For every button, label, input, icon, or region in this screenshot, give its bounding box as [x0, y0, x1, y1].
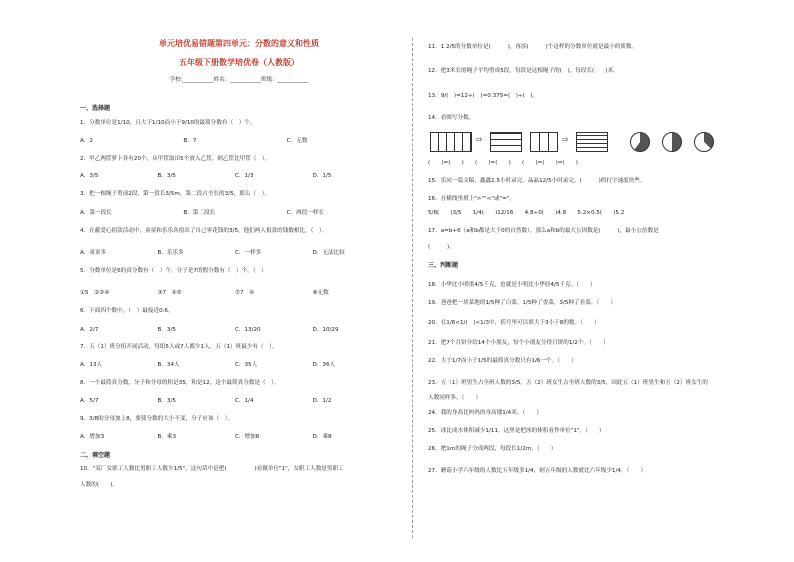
option-q6o-2: C．13/20: [235, 327, 261, 333]
grid-figure-3: [530, 132, 558, 152]
option-q1o-1: B．7: [183, 138, 197, 144]
arrow-icon: ⇨: [476, 135, 483, 144]
pie-figure-1: [630, 132, 650, 152]
student-info-line: 学校:___________姓名：___________班级：___________: [169, 77, 309, 83]
question-q10b: 人数的( )。: [80, 482, 118, 488]
option-q7o-0: A．13人: [80, 362, 103, 368]
question-q18: 18．小华比小明重4/5千克，也就是小明比小华轻4/5千克。（ ）: [428, 282, 596, 288]
question-q23: 23．五（1）班男生占全班人数的3/5，五（2）班女生占全班人数的3/5，因此五（1）班男生和五（2）班女生的: [428, 380, 708, 386]
page-title: 单元培优易错题第四单元：分数的意义和性质: [159, 39, 319, 48]
option-q5o-2: ⑦7 ④: [235, 290, 255, 296]
question-q4: 4．在献爱心捐款活动中，童童和乐乐各捐出了自己零花钱的3/5，他们两人捐款的钱数相比，（ ）。: [80, 228, 328, 234]
question-q14b: ( )=( ) ( )=( ) ( )=( )=( ): [428, 160, 578, 166]
question-q23b: 人数同样多。（ ）: [428, 395, 482, 401]
option-q1o-2: C．无数: [286, 138, 308, 144]
left-column: [80, 0, 398, 562]
grid-figure-4: [576, 132, 608, 152]
grid-figure-1: [430, 132, 472, 152]
question-q1: 1．分数单位是1/10，且大于1/10而小于9/10的最简分数有（ ）个。: [80, 120, 256, 126]
option-q5o-0: ①5 ②③④: [80, 290, 110, 296]
option-q2o-3: D．1/5: [312, 173, 332, 179]
pie-figure-3: [694, 132, 714, 152]
option-q8o-2: C．1/4: [235, 398, 254, 404]
question-q12: 12．把3米长的绳子平均剪成5段，每段是这根绳子的( )，每段长( )米。: [428, 68, 619, 74]
arrow-icon: ⇨: [562, 135, 569, 144]
question-s1: 一、选择题: [80, 105, 111, 112]
question-q7o: [80, 362, 390, 369]
question-q27: 27．蘑菇小学六年级的人数比五年级多1/4，则五年级的人数就比六年级少1/4。（ ）: [428, 468, 647, 474]
question-q16: 16．在横线里填上">""<"或"="。: [428, 196, 515, 202]
question-q13: 13．9/( )=12÷( )=0.375=( )÷( )。: [428, 93, 539, 99]
option-q5o-1: ③7 ④⑤: [157, 290, 182, 296]
page-subtitle: 五年级下册数学培优卷（人教版）: [179, 58, 299, 67]
question-q16b: 5/8( )3/5 1/4( )12/16 4.8÷0( )4.8 5.2×0.5( )5.2: [428, 210, 625, 216]
option-q4o-3: D．无法比较: [312, 250, 345, 256]
question-q2o: [80, 173, 390, 180]
option-q9o-1: B．乘3: [157, 434, 177, 440]
question-q6: 6．下面四个数中，（ ）最接近0.6。: [80, 308, 174, 314]
option-q6o-1: B．3/5: [157, 327, 176, 333]
option-q3o-2: C．两段一样长: [286, 210, 325, 216]
question-q25: 25．冰比成水体积减少1/11，这里是把冰的体积看作单位"1"。（ ）: [428, 428, 605, 434]
question-q15: 15．乐同一篇文稿，鑫鑫2.5小时录完，晶晶12/5小时录完，( )的打字速度快些。: [428, 178, 646, 184]
question-s3: 三、判断题: [428, 262, 459, 269]
option-q6o-0: A．2/7: [80, 327, 99, 333]
option-q3o-1: B．第二段长: [183, 210, 216, 216]
question-q6o: [80, 327, 390, 334]
question-q2: 2．甲乙两筐萝卜各有20个，从甲筐取出5个放入乙筐，则乙筐比甲筐（ ）。: [80, 156, 271, 162]
option-q4o-2: C．一样多: [235, 250, 262, 256]
question-q24: 24．我的身高比妈妈的身高矮1/4米。（ ）: [428, 410, 543, 416]
option-q3o-0: A．第一段长: [80, 210, 112, 216]
grid-figure-2: [490, 132, 522, 152]
option-q9o-0: A．增加3: [80, 434, 105, 440]
question-q22: 22．大于1/7而小于1/5的最简真分数只有1/6一个。（ ）: [428, 358, 577, 364]
option-q5o-3: ⑧无数: [312, 290, 329, 296]
option-q8o-1: B．3/5: [157, 398, 176, 404]
option-q4o-1: B．乐乐多: [157, 250, 184, 256]
question-q1o: [80, 138, 390, 145]
question-s2: 二、填空题: [80, 452, 111, 459]
question-q9o: [80, 434, 390, 441]
question-q26: 26．把1m的绳子分成两段，每段长1/2m。（ ）: [428, 446, 557, 452]
option-q4o-0: A．童童多: [80, 250, 107, 256]
option-q8o-3: D．1/2: [312, 398, 332, 404]
option-q2o-0: A．3/5: [80, 173, 99, 179]
question-q19: 19．爸爸把一块菜地的1/5种了白菜，1/5种了香菜，3/5种了韭菜。（ ）: [428, 300, 616, 306]
question-q5: 5．分数单位是6的真分数有（ ）个，分子是7的假分数有（ ）个。（ ）: [80, 268, 267, 274]
right-column: [428, 0, 748, 562]
option-q2o-1: B．3/5: [157, 173, 176, 179]
question-q11: 11．1 2/5的分数单位是( )，再添( )个这样的分数单位就是最小的质数。: [428, 44, 638, 50]
question-q17: 17．a=b+6（a和b都是大于0的自然数），那么a和b的最大公因数是( )，最小公倍数是: [428, 228, 659, 234]
option-q1o-0: A．2: [80, 138, 93, 144]
question-q5o: [80, 290, 390, 297]
question-q7: 7．五（1）班分组开展活动，每组5人或7人都少1人，五（1）班最少有（ ）。: [80, 344, 278, 350]
option-q2o-2: C．1/3: [235, 173, 254, 179]
pie-figure-2: [662, 132, 682, 152]
option-q9o-3: D．乘8: [312, 434, 332, 440]
option-q9o-2: C．增加8: [235, 434, 260, 440]
option-q6o-3: D．10/29: [312, 327, 339, 333]
question-q17b: ( )。: [428, 244, 455, 250]
question-q3o: [80, 210, 390, 217]
question-q9: 9．3/8的分母加上8，要使分数的大小不变，分子应该（ ）。: [80, 416, 234, 422]
question-q14: 14．看图写分数。: [428, 115, 475, 121]
question-q20: 20．在1/6<1/( )<1/3中，括号里可以填大于3小于8的数。（ ）: [428, 320, 600, 326]
column-divider: [412, 38, 413, 538]
option-q7o-2: C．35人: [235, 362, 258, 368]
question-q4o: [80, 250, 390, 257]
option-q7o-3: D．36人: [312, 362, 336, 368]
option-q7o-1: B．34人: [157, 362, 180, 368]
fraction-figures: [430, 132, 740, 156]
question-q21: 21．把7个月饼分给14个小朋友，每个小朋友分得月饼的1/2个。（ ）: [428, 340, 609, 346]
question-q3: 3．把一根绳子剪成2段，第一段长3/5m，第二段占全长的3/5，那么（ ）。: [80, 191, 270, 197]
question-q8: 8．一个最简真分数，分子和分母的积是35，和是12，这个最简真分数是（ ）。: [80, 380, 280, 386]
question-q8o: [80, 398, 390, 405]
question-q10: 10．"某厂女职工人数比男职工人数少1/5"，这句话中是把( )看做单位"1"，女职工人数是男职工: [80, 466, 344, 472]
option-q8o-0: A．5/7: [80, 398, 99, 404]
